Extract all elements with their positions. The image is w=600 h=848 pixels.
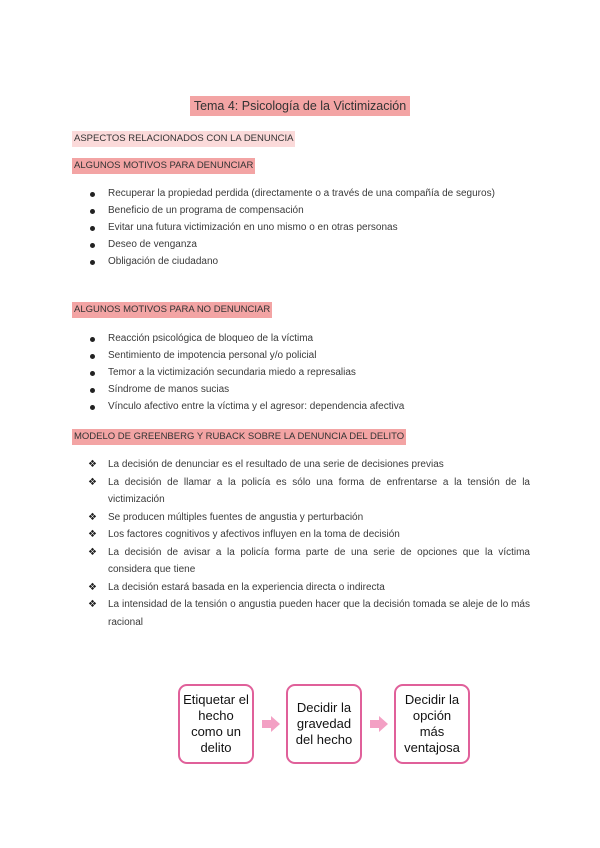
list-item: Reacción psicológica de bloqueo de la víctima <box>88 330 530 347</box>
list-item: Beneficio de un programa de compensación <box>88 202 530 219</box>
flow-step-etiquetar: Etiquetar el hecho como un delito <box>178 684 254 764</box>
bullet-icon <box>90 388 95 393</box>
list-item: ❖ Los factores cognitivos y afectivos influyen en la toma de decisión <box>88 526 530 544</box>
list-item: ❖ La decisión de denunciar es el resultado de una serie de decisiones previas <box>88 456 530 474</box>
bullet-icon <box>90 243 95 248</box>
diamond-bullet-icon: ❖ <box>88 476 97 488</box>
diamond-bullet-icon: ❖ <box>88 511 97 523</box>
list-item: Temor a la victimización secundaria miedo a represalias <box>88 364 530 381</box>
diamond-bullet-icon: ❖ <box>88 581 97 593</box>
list-item: Vínculo afectivo entre la víctima y el agresor: dependencia afectiva <box>88 398 530 415</box>
diamond-bullet-icon: ❖ <box>88 529 97 540</box>
section-heading-denuncia: ASPECTOS RELACIONADOS CON LA DENUNCIA <box>72 131 295 147</box>
bullet-icon <box>90 405 95 410</box>
bullet-icon <box>90 226 95 231</box>
diamond-bullet-icon: ❖ <box>88 459 97 470</box>
diamond-bullet-icon: ❖ <box>88 599 97 610</box>
list-item: ❖ Se producen múltiples fuentes de angustia y perturbación <box>88 509 530 527</box>
list-motivos-denunciar <box>88 185 530 270</box>
flow-arrow-icon <box>262 716 280 732</box>
flow-arrow-icon <box>370 716 388 732</box>
bullet-icon <box>90 260 95 265</box>
list-item: Evitar una futura victimización en uno mismo o en otras personas <box>88 219 530 236</box>
list-item: Recuperar la propiedad perdida (directamente o a través de una compañía de seguros) <box>88 185 530 202</box>
list-item: Deseo de venganza <box>88 236 530 253</box>
flow-step-opcion: Decidir la opción más ventajosa <box>394 684 470 764</box>
list-modelo <box>88 456 530 631</box>
bullet-icon <box>90 337 95 342</box>
list-item: ❖ La intensidad de la tensión o angustia pueden hacer que la decisión tomada se aleje de lo más racional <box>88 596 530 631</box>
list-item: ❖ La decisión de llamar a la policía es sólo una forma de enfrentarse a la tensión de la victimización <box>88 474 530 509</box>
list-item: Síndrome de manos sucias <box>88 381 530 398</box>
heading-motivos-no-denunciar: ALGUNOS MOTIVOS PARA NO DENUNCIAR <box>72 302 272 318</box>
list-item: ❖ La decisión estará basada en la experiencia directa o indirecta <box>88 579 530 597</box>
list-item: Obligación de ciudadano <box>88 253 530 270</box>
list-item: ❖ La decisión de avisar a la policía forma parte de una serie de opciones que la víctima considera que tiene <box>88 544 530 579</box>
bullet-icon <box>90 371 95 376</box>
page-title: Tema 4: Psicología de la Victimización <box>190 96 410 116</box>
bullet-icon <box>90 192 95 197</box>
bullet-icon <box>90 209 95 214</box>
heading-modelo-greenberg: MODELO DE GREENBERG Y RUBACK SOBRE LA DENUNCIA DEL DELITO <box>72 429 406 445</box>
bullet-icon <box>90 354 95 359</box>
list-motivos-no-denunciar <box>88 330 530 415</box>
list-item: Sentimiento de impotencia personal y/o policial <box>88 347 530 364</box>
diamond-bullet-icon: ❖ <box>88 546 97 558</box>
heading-motivos-denunciar: ALGUNOS MOTIVOS PARA DENUNCIAR <box>72 158 255 174</box>
flow-step-gravedad: Decidir la gravedad del hecho <box>286 684 362 764</box>
